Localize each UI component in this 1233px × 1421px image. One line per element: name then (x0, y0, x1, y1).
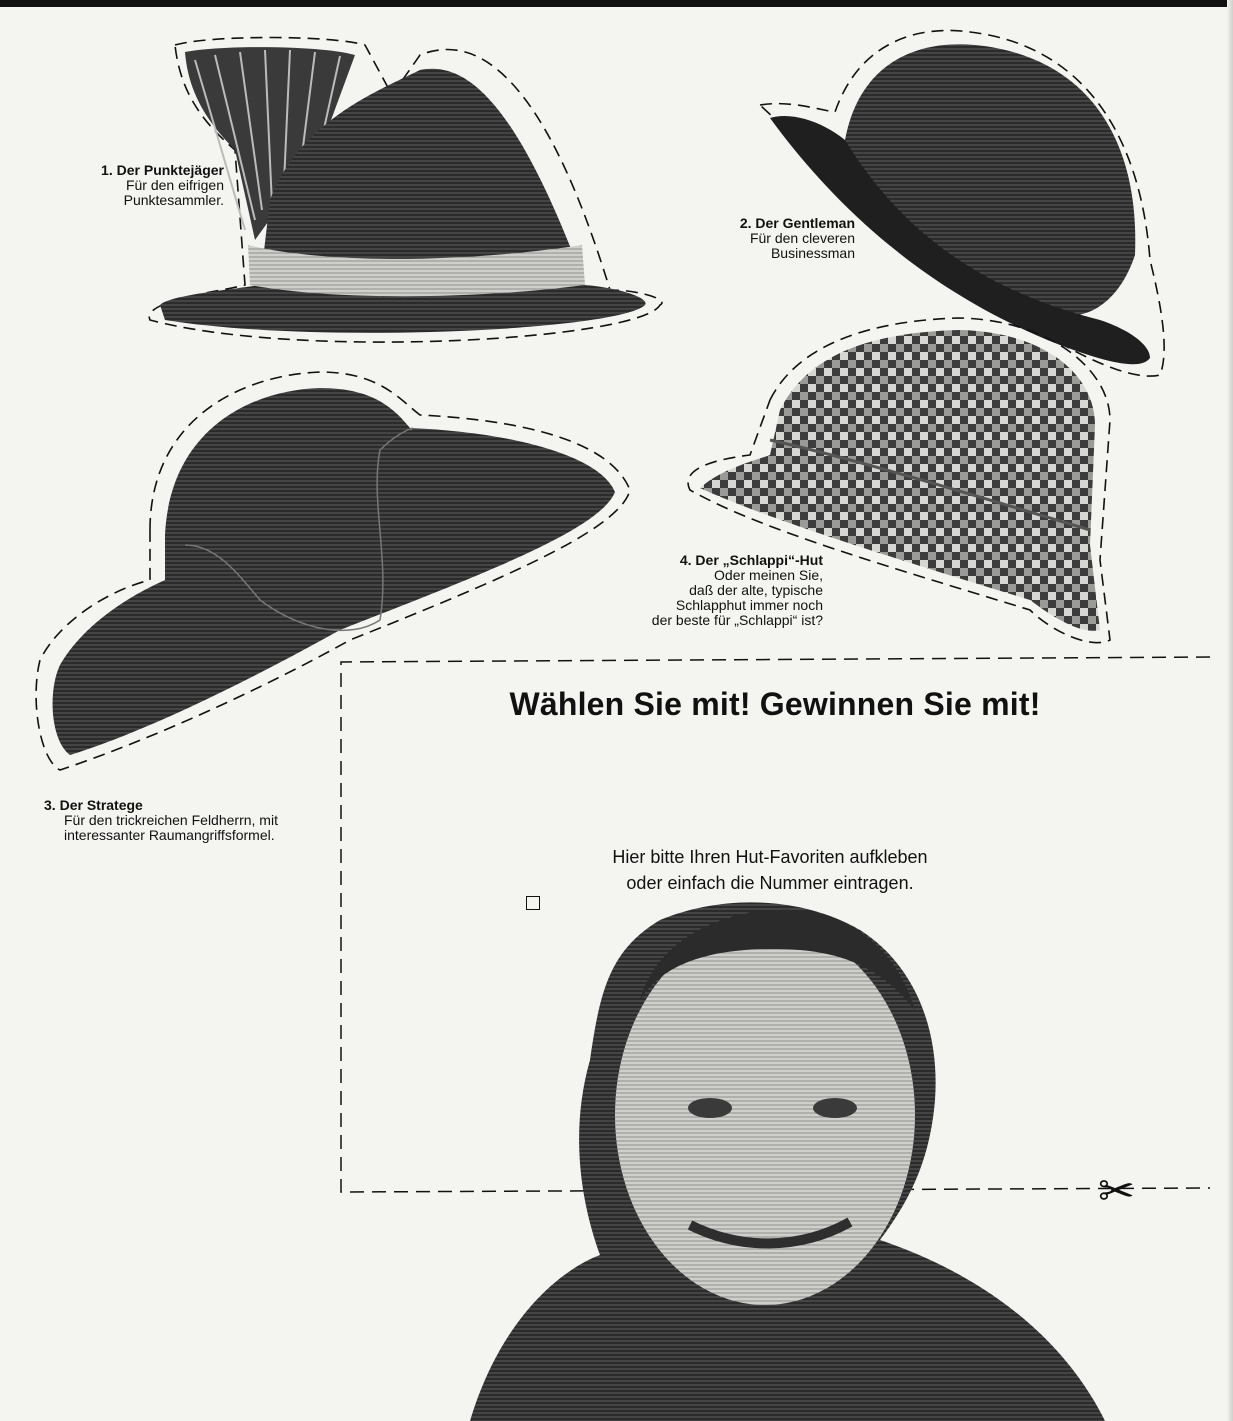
hat-4-description-line: daß der alte, typische (689, 582, 823, 598)
hat-4-description-line: Schlapphut immer noch (675, 597, 823, 613)
hat-2-number: 2. (739, 215, 752, 231)
instruction-line: oder einfach die Nummer eintragen. (626, 873, 914, 893)
hat-1-description-line: Punktesammler. (123, 192, 224, 208)
hat-4-number: 4. (679, 552, 692, 568)
hat-4-name: Der „Schlappi“-Hut (695, 552, 823, 568)
hat-punktejaeger (149, 38, 662, 343)
checkbox-icon[interactable] (526, 896, 540, 910)
hat-1-number: 1. (101, 162, 113, 178)
hat-4-description-line: Oder meinen Sie, (714, 567, 823, 583)
hat-4-caption (560, 553, 823, 628)
hat-3-description-line: interessanter Raumangriffsformel. (64, 827, 275, 843)
hat-3-description-line: Für den trickreichen Feldherrn, mit (64, 812, 278, 828)
scissors-icon: ✂ (1098, 1167, 1135, 1216)
hat-2-name: Der Gentleman (755, 215, 855, 231)
hat-2-caption (660, 216, 855, 261)
hat-2-crown (845, 44, 1135, 315)
voting-instruction (520, 844, 1020, 910)
hat-3-number: 3. (44, 797, 56, 813)
hat-1-name: Der Punktejäger (116, 162, 224, 178)
portrait-photo (470, 902, 1105, 1421)
hat-1-caption (40, 163, 224, 208)
portrait-eye-right (813, 1098, 857, 1118)
hat-2-description-line: Businessman (770, 245, 855, 261)
hat-4-description-line: der beste für „Schlappi“ ist? (651, 612, 823, 628)
hat-3-caption (44, 798, 344, 843)
portrait-eye-left (688, 1098, 732, 1118)
instruction-line: Hier bitte Ihren Hut-Favoriten aufkleben (612, 847, 928, 867)
hat-gentleman (760, 30, 1164, 376)
page-headline: Wählen Sie mit! Gewinnen Sie mit! (509, 686, 1041, 722)
hat-3-name: Der Stratege (59, 797, 143, 813)
hat-1-description-line: Für den eifrigen (125, 177, 224, 193)
hat-2-description-line: Für den cleveren (749, 230, 855, 246)
